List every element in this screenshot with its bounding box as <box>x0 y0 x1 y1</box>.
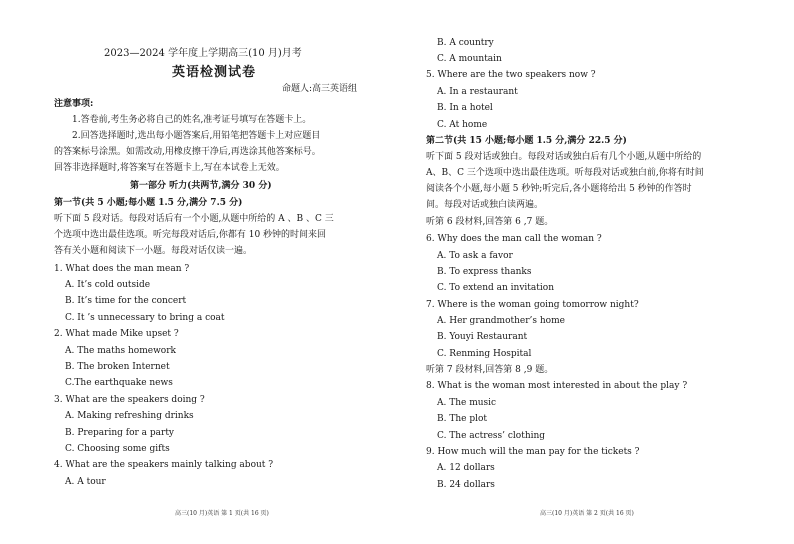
question-2-option-a: A. The maths homework <box>65 346 176 356</box>
question-1: 1. What does the man mean ? <box>54 264 190 274</box>
notice-line-1: 1.答卷前,考生务必将自己的姓名,准考证号填写在答题卡上。 <box>72 115 312 125</box>
notice-line-2: 2.回答选择题时,选出每小题答案后,用铅笔把答题卡上对应题目 <box>72 131 321 141</box>
question-7-option-b: B. Youyi Restaurant <box>437 332 528 342</box>
question-4-option-b: B. A country <box>437 38 494 48</box>
section-one-heading: 第一节(共 5 小题;每小题 1.5 分,满分 7.5 分) <box>54 198 243 208</box>
page-footer-left: 高三(10 月)英语 第 1 页(共 16 页) <box>175 510 269 517</box>
question-9: 9. How much will the man pay for the tickets ? <box>426 447 640 457</box>
question-5-option-c: C. At home <box>437 120 488 130</box>
notice-line-4: 回答非选择题时,将答案写在答题卡上,写在本试卷上无效。 <box>54 163 285 173</box>
subject-title: 英语检测试卷 <box>172 65 257 80</box>
question-3-option-a: A. Making refreshing drinks <box>65 411 194 421</box>
question-4-option-c: C. A mountain <box>437 54 502 64</box>
question-8: 8. What is the woman most interested in about the play ? <box>426 381 688 391</box>
question-8-option-b: B. The plot <box>437 414 487 424</box>
question-3-option-c: C. Choosing some gifts <box>65 444 170 454</box>
question-4: 4. What are the speakers mainly talking about ? <box>54 460 274 470</box>
question-1-option-b: B. It’s time for the concert <box>65 296 187 306</box>
section-one-instructions-1: 听下面 5 段对话。每段对话后有一个小题,从题中所给的 A 、B 、C 三 <box>54 214 334 224</box>
question-7-option-c: C. Renming Hospital <box>437 349 532 359</box>
question-9-option-b: B. 24 dollars <box>437 480 495 490</box>
section-two-instructions-2: A、B、C 三个选项中选出最佳选项。听每段对话或独白前,你将有时间 <box>426 168 704 178</box>
question-6-option-b: B. To express thanks <box>437 267 532 277</box>
question-7: 7. Where is the woman going tomorrow night? <box>426 300 639 310</box>
question-5: 5. Where are the two speakers now ? <box>426 70 596 80</box>
material-7-note: 听第 7 段材料,回答第 8 ,9 题。 <box>426 365 554 375</box>
section-one-instructions-2: 个选项中选出最佳选项。听完每段对话后,你都有 10 秒钟的时间来回 <box>54 230 327 240</box>
page-footer-right: 高三(10 月)英语 第 2 页(共 16 页) <box>540 510 634 517</box>
exam-title: 2023—2024 学年度上学期高三(10 月)月考 <box>104 48 302 59</box>
question-7-option-a: A. Her grandmother’s home <box>437 316 565 326</box>
question-4-option-a: A. A tour <box>65 477 106 487</box>
section-two-instructions-3: 阅读各个小题,每小题 5 秒钟;听完后,各小题将给出 5 秒钟的作答时 <box>426 184 692 194</box>
section-two-heading: 第二节(共 15 小题;每小题 1.5 分,满分 22.5 分) <box>426 136 627 146</box>
section-two-instructions-1: 听下面 5 段对话或独白。每段对话或独白后有几个小题,从题中所给的 <box>426 152 702 162</box>
question-2-option-c: C.The earthquake news <box>65 378 173 388</box>
question-3-option-b: B. Preparing for a party <box>65 428 175 438</box>
question-6-option-a: A. To ask a favor <box>437 251 513 261</box>
question-3: 3. What are the speakers doing ? <box>54 395 205 405</box>
question-5-option-b: B. In a hotel <box>437 103 493 113</box>
question-2: 2. What made Mike upset ? <box>54 329 179 339</box>
notice-line-3: 的答案标号涂黑。如需改动,用橡皮擦干净后,再选涂其他答案标号。 <box>54 147 321 157</box>
author-line: 命题人:高三英语组 <box>282 84 358 94</box>
part-heading: 第一部分 听力(共两节,满分 30 分) <box>130 181 272 191</box>
section-one-instructions-3: 答有关小题和阅读下一小题。每段对话仅读一遍。 <box>54 246 253 256</box>
question-6: 6. Why does the man call the woman ? <box>426 234 602 244</box>
notice-heading: 注意事项: <box>54 99 94 109</box>
question-9-option-a: A. 12 dollars <box>437 463 495 473</box>
question-2-option-b: B. The broken Internet <box>65 362 170 372</box>
question-1-option-c: C. It ’s unnecessary to bring a coat <box>65 313 225 323</box>
question-8-option-a: A. The music <box>437 398 497 408</box>
question-6-option-c: C. To extend an invitation <box>437 283 554 293</box>
question-8-option-c: C. The actress’ clothing <box>437 431 546 441</box>
section-two-instructions-4: 间。每段对话或独白读两遍。 <box>426 200 544 210</box>
question-1-option-a: A. It’s cold outside <box>65 280 151 290</box>
question-5-option-a: A. In a restaurant <box>437 87 518 97</box>
material-6-note: 听第 6 段材料,回答第 6 ,7 题。 <box>426 217 554 227</box>
